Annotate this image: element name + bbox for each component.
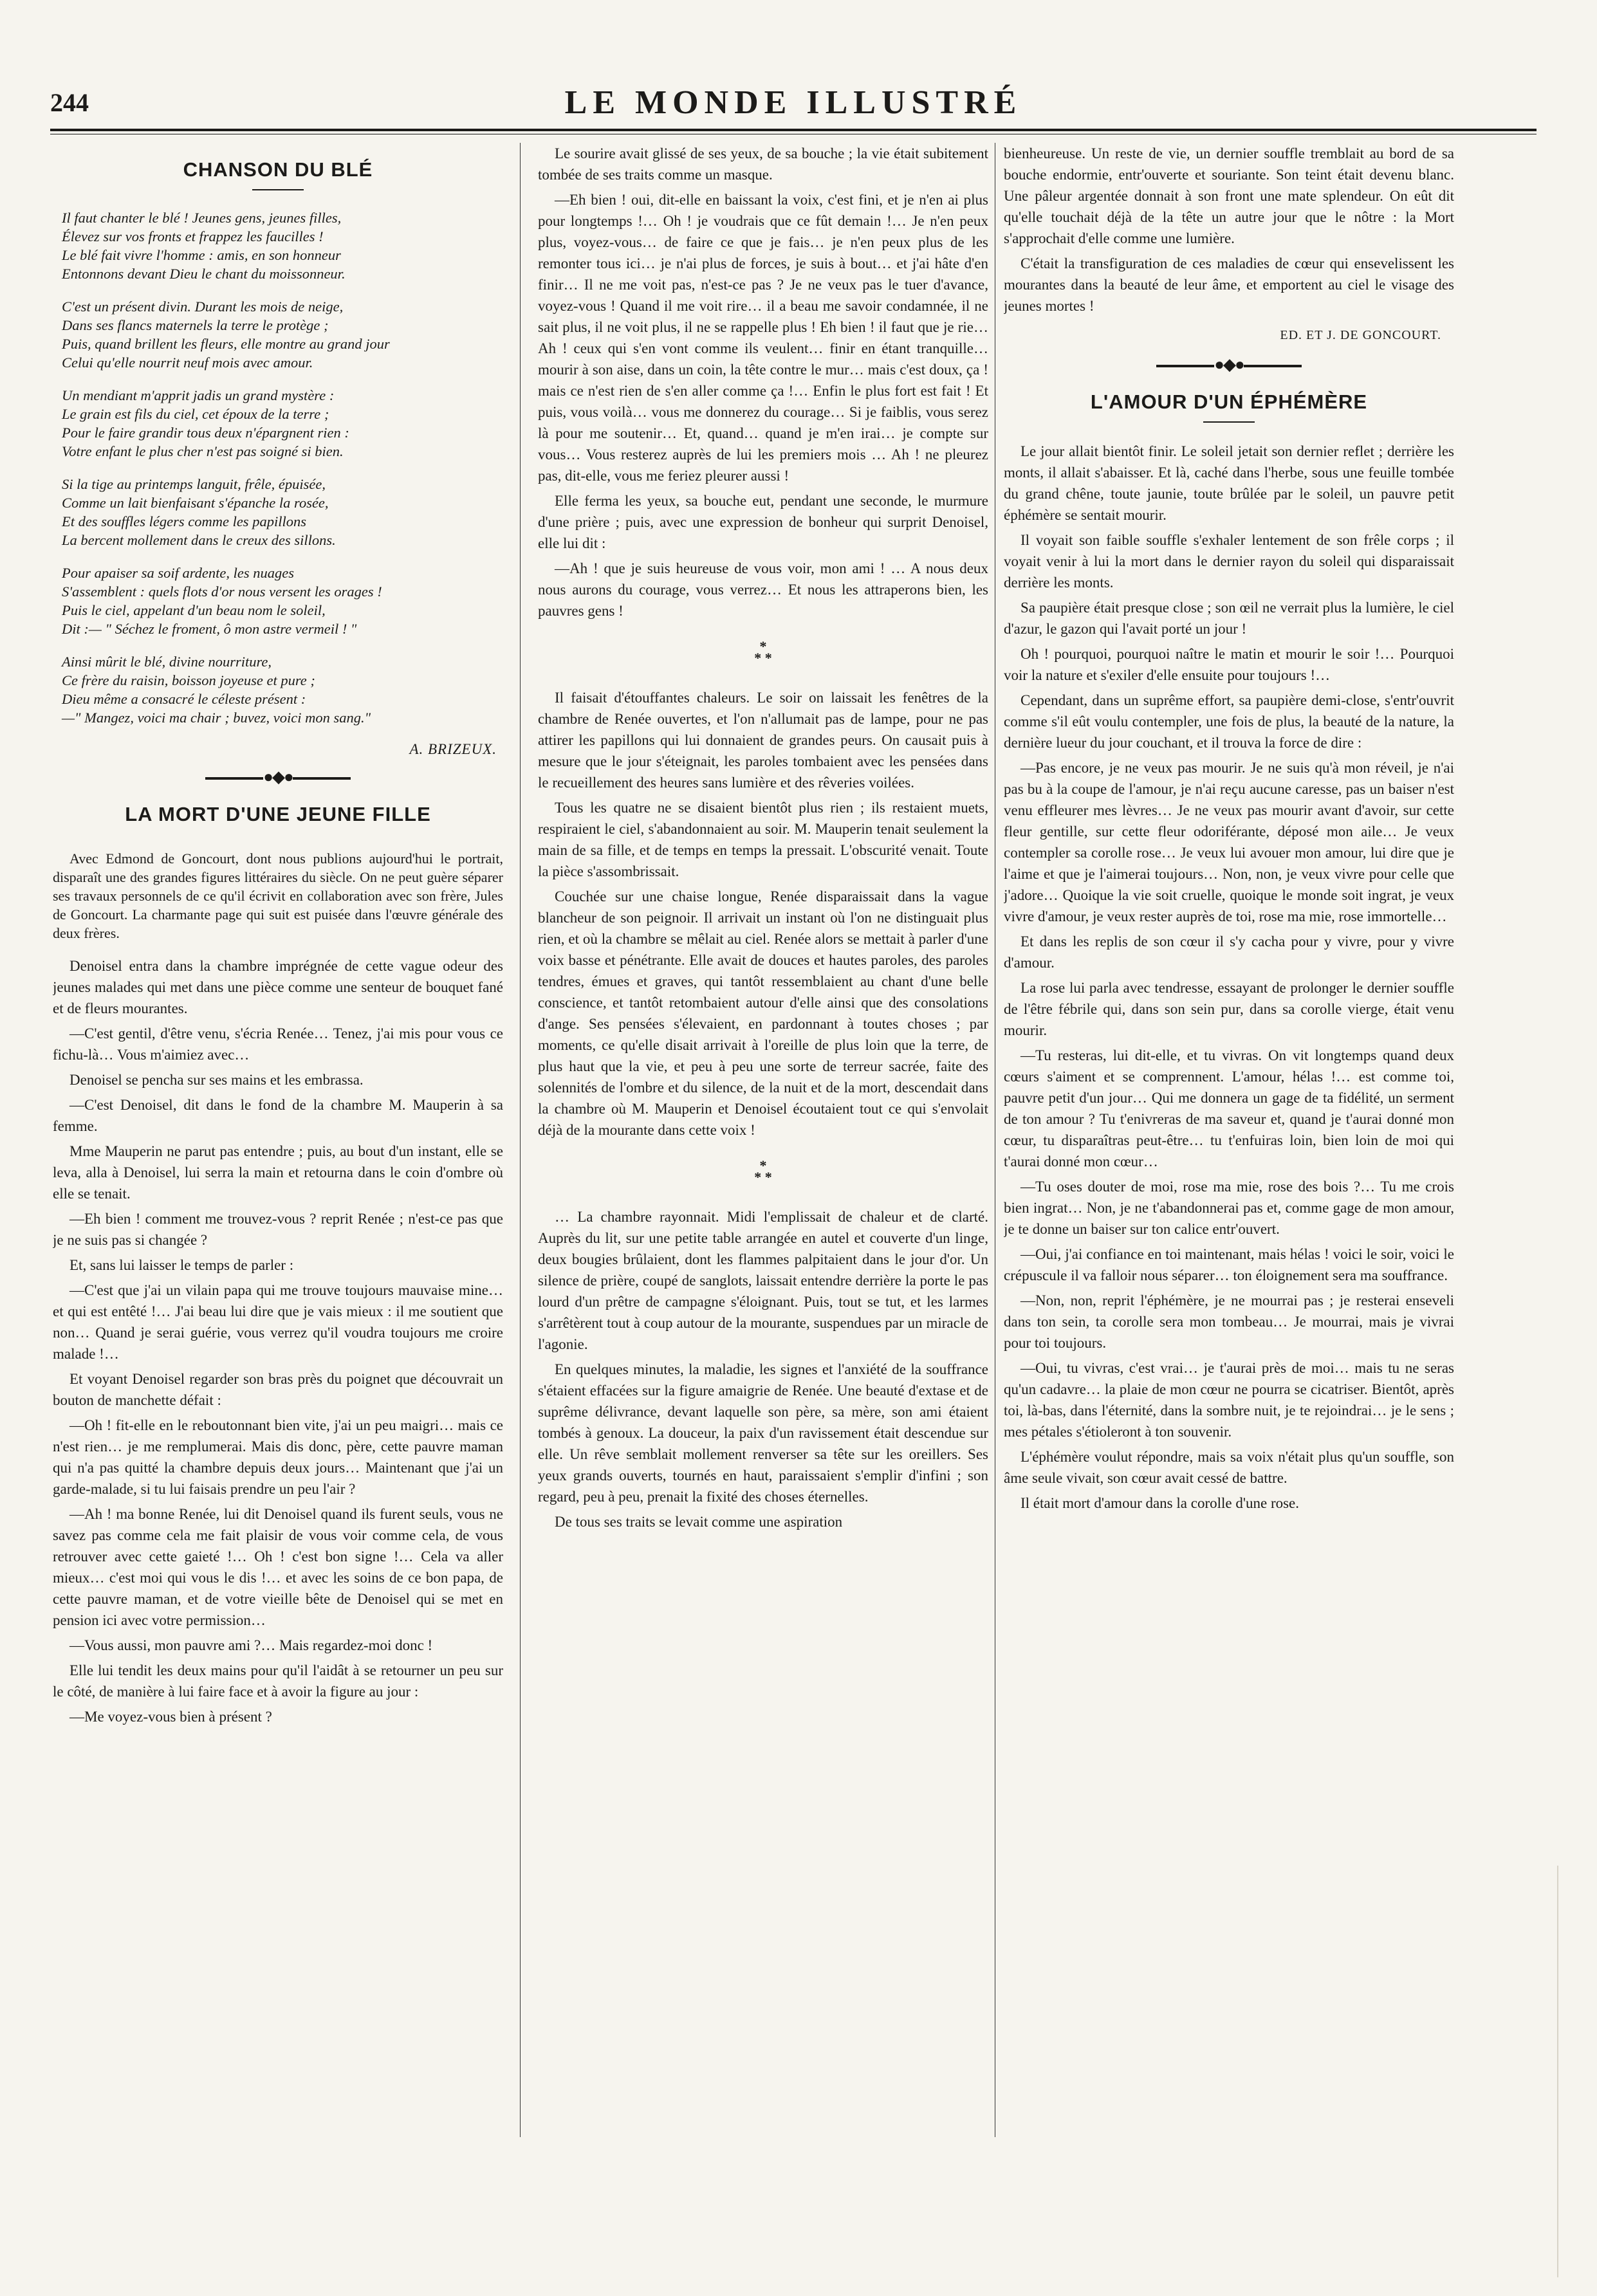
article-paragraph: —Pas encore, je ne veux pas mourir. Je ne suis qu'à mon réveil, je n'ai pas bu à la coupe de l'amour, je n'ai reçu aucune caresse, pas un baiser n'est venu effleurer mes lèvres… Je ne veux pas mourir avant d'avoir, sur cette fleur gentille, sur cette fleur odoriférante, déposé mon aile… Je veux contempler sa corolle rose… Je veux lui avouer mon amour, lui dire que je l'aime et que je l'aimerai toujours… Non, non, je veux vivre pour celle que j'adore… Quoique la vie soit cruelle, quoique le monde soit ingrat, je veux vivre d'amour, je veux rester auprès de toi, rose ma mie, rose immortelle…: [1004, 760, 1454, 924]
article-paragraph: —Non, non, reprit l'éphémère, je ne mourrai pas ; je resterai enseveli dans ton sein, ta corolle sera mon tombeau… Je mourrai, mais je vivrai pour toi toujours.: [1004, 1292, 1454, 1351]
mort-body-part-1: [53, 955, 503, 1727]
title-rule: [1203, 421, 1255, 423]
poem-stanza: [62, 208, 503, 283]
article-paragraph: Il faisait d'étouffantes chaleurs. Le soir on laissait les fenêtres de la chambre de Renée ouvertes, et l'on n'allumait pas de lampe, pour ne pas attirer les papillons qui lui donnaient de grandes peurs. On causait puis à mesure que le jour s'éteignait, les paroles tombaient avec les pensées dans le recueillement des heures sans lumière et des rêveries voilées.: [538, 690, 988, 791]
page-edge-mark: [1557, 1866, 1558, 2277]
article-paragraph: —Ah ! que je suis heureuse de vous voir, mon ami ! … A nous deux nous aurons du courage, vous verrez… Et nous les attraperons bien, les pauvres gens !: [538, 560, 988, 619]
poem-line: —" Mangez, voici ma chair ; buvez, voici mon sang.": [62, 710, 371, 726]
article-paragraph: Et voyant Denoisel regarder son bras près du poignet que découvrait un bouton de manchette défait :: [53, 1371, 503, 1408]
poem-line: Entonnons devant Dieu le chant du moissonneur.: [62, 266, 346, 282]
poem-line: Pour apaiser sa soif ardente, les nuages: [62, 565, 295, 581]
mort-body-part-2: [538, 143, 988, 621]
amour-title: L'AMOUR D'UN ÉPHÉMÈRE: [1090, 390, 1368, 413]
article-paragraph: Denoisel se pencha sur ses mains et les embrassa.: [69, 1072, 364, 1088]
article-paragraph: bienheureuse. Un reste de vie, un dernier souffle tremblait au bord de sa bouche endormie, entr'ouverte et souriante. Son teint était devenu blanc. Une pâleur argentée donnait à son front une mate splendeur. On eût dit qu'elle touchait déjà de la tête un autre jour que le nôtre : la Mort s'approchait d'elle comme une lumière.: [1004, 145, 1454, 246]
poem-line: Ce frère du raisin, boisson joyeuse et pure ;: [62, 672, 315, 688]
mort-body-part-3: [538, 687, 988, 1141]
mort-title: LA MORT D'UNE JEUNE FILLE: [125, 803, 431, 825]
article-paragraph: En quelques minutes, la maladie, les signes et l'anxiété de la souffrance s'étaient effacées sur la figure amaigrie de Renée. Une beauté d'extase et de suprême délivrance, devant laquelle son père, sa mère, son ami étaient tombés à genoux. La douceur, la paix d'un ravissement était descendue sur elle. Un rêve semblait mollement renverser sa tête sur les oreillers. Ses yeux grands ouverts, tournés en haut, paraissaient s'emplir d'infini ; son regard, peu à peu, prenait la fixité des choses éternelles.: [538, 1361, 988, 1505]
poem-stanza: [62, 386, 503, 461]
article-paragraph: —Me voyez-vous bien à présent ?: [69, 1709, 272, 1725]
title-rule: [252, 189, 304, 190]
article-paragraph: —Tu oses douter de moi, rose ma mie, rose des bois ?… Tu me crois bien ingrat… Non, je ne t'abandonnerai pas et, comme gage de mon amour, je te donne un baiser sur ton calice entr'ouvert.: [1004, 1179, 1454, 1237]
mort-intro: [53, 849, 503, 942]
article-paragraph: Denoisel entra dans la chambre imprégnée de cette vague odeur des jeunes malades qui met dans une pièce comme une senteur de bouquet fané et de fleurs mourantes.: [53, 958, 503, 1016]
article-paragraph: Et, sans lui laisser le temps de parler :: [69, 1257, 294, 1273]
poem-line: Puis le ciel, appelant d'un beau nom le soleil,: [62, 602, 326, 618]
poem-line: Il faut chanter le blé ! Jeunes gens, jeunes filles,: [62, 210, 342, 226]
article-paragraph: —C'est gentil, d'être venu, s'écria Renée… Tenez, j'ai mis pour vous ce fichu-là… Vous m'aimiez avec…: [53, 1025, 503, 1063]
article-paragraph: De tous ses traits se levait comme une aspiration: [555, 1514, 843, 1530]
article-paragraph: … La chambre rayonnait. Midi l'emplissait de chaleur et de clarté. Auprès du lit, sur une petite table arrangée en autel et couverte d'un linge, deux bougies brûlaient, dont les flammes palpitaient dans le jour d'or. Un silence de prière, coupé de sanglots, laissait entendre derrière la porte le pas lourd d'un prêtre de campagne s'éloignant. Puis, tout se tut, et les larmes s'arrêtèrent tout à coup autour de la mourante, suspendues par un miracle de l'agonie.: [538, 1209, 988, 1352]
poem-line: Le grain est fils du ciel, cet époux de la terre ;: [62, 406, 329, 422]
column-3: [1004, 143, 1454, 2144]
article-paragraph: —C'est Denoisel, dit dans le fond de la chambre M. Mauperin à sa femme.: [53, 1097, 503, 1134]
poem-line: S'assemblent : quels flots d'or nous versent les orages !: [62, 583, 382, 600]
poem-line: Comme un lait bienfaisant s'épanche la rosée,: [62, 495, 329, 511]
article-paragraph: —Eh bien ! oui, dit-elle en baissant la voix, c'est fini, et je n'en ai plus pour longtemps !… Oh ! je voudrais que ce fût demain !… Je n'en peux plus, voyez-vous… de faire ce que je fais… je n'en peux plus de les remonter tous ici… je n'ai plus de forces, je suis à bout… et j'ai hâte d'en finir… Il ne me voit pas, n'est-ce pas ? Je ne veux pas le tuer d'avance, voyez-vous ! Quand il me voit rire… il a beau me savoir condamnée, il ne sait plus, il ne voit plus, il ne se rappelle plus ! Eh bien ! il faut que je rie… Ah ! ceux qui s'en vont comme ils veulent… finir en étant tranquille… mourir à son aise, dans un coin, la tête contre le mur… mais c'est doux, ça ! mais ce n'est rien de s'en aller comme ça !… Enfin le plus fort est fait ! Et puis, vous voilà… vous me donnerez du courage… Si je faiblis, vous serez là pour me soutenir… Et, quand… quand je m'en irai… je compte sur vous… Vous resterez auprès de lui les premiers mois … Ah ! ne pleurez pas, dit-elle, vous me feriez pleurer aussi !: [538, 192, 988, 484]
mort-body-part-4: [538, 1206, 988, 1532]
amour-body: [1004, 441, 1454, 1514]
poem-stanza: [62, 564, 503, 638]
poem-line: Élevez sur vos fronts et frappez les faucilles !: [62, 228, 324, 244]
ornament-divider: ●◆●: [53, 771, 503, 784]
article-paragraph: La rose lui parla avec tendresse, essayant de prolonger le dernier souffle de l'être fébrile qui, dans son sein pur, dans sa corolle vierge, était venu mourir.: [1004, 980, 1454, 1038]
article-paragraph: —Ah ! ma bonne Renée, lui dit Denoisel quand ils furent seuls, vous ne savez pas comme cela me fait plaisir de vous voir comme cela, de vous retrouver avec cette gaieté !… Oh ! c'est bon signe !… Cela va aller mieux… c'est moi qui vous le dis !… et avec les soins de ce bon papa, de cette pauvre maman, et de votre vieille bête de Denoisel qui se met en pension ici avec votre permission…: [53, 1506, 503, 1628]
intro-paragraph: Avec Edmond de Goncourt, dont nous publions aujourd'hui le portrait, disparaît une des grandes figures littéraires du siècle. On ne peut guère séparer ses travaux personnels de ce qu'il écrivit en collaboration avec son frère, Jules de Goncourt. La charmante page qui suit est puisée dans l'œuvre générale des deux frères.: [53, 850, 503, 941]
article-paragraph: L'éphémère voulut répondre, mais sa voix n'était plus qu'un souffle, son âme seule vivait, son cœur avait cessé de battre.: [1004, 1449, 1454, 1486]
article-paragraph: —Oui, j'ai confiance en toi maintenant, mais hélas ! voici le soir, voici le crépuscule il va falloir nous séparer… ton éloignement sera ma souffrance.: [1004, 1246, 1454, 1283]
article-paragraph: Il voyait son faible souffle s'exhaler lentement de son frêle corps ; il voyait venir à lui la mort dans le dernier rayon du soleil qui disparaissait derrière les monts.: [1004, 532, 1454, 591]
article-paragraph: Cependant, dans un suprême effort, sa paupière demi-close, s'entr'ouvrit comme s'il eût voulu contempler, une fois de plus, la beauté de la nature, la dernière lueur du jour couchant, et il trouva la force de dire :: [1004, 692, 1454, 751]
header-rule: [50, 129, 1537, 131]
article-paragraph: Couchée sur une chaise longue, Renée disparaissait dans la vague blancheur de son peignoir. Il arrivait un instant où l'on ne distinguait plus rien, et où la chambre se mêlait au ciel. Renée alors se mettait à parler d'une voix basse et pénétrante. Elle avait de douces et hautes paroles, des paroles tendres, émues et graves, qui tantôt ressemblaient au chant d'une belle conscience, et tantôt retombaient autour d'elle ainsi que des consolations d'ange. Ses pensées s'élevaient, en pardonnant à toutes choses ; par moments, ce qu'elle disait arrivait à l'oreille de plus loin que la terre, de plus haut que la vie, et peu à peu une sorte de terreur sacrée, faite des solennités de l'ombre et du silence, de la nuit et de la mort, descendait dans la chambre où M. Mauperin et Denoisel écoutaient tout ce qui s'envolait déjà de la mourante dans cette voix !: [538, 888, 988, 1138]
column-2: [538, 143, 988, 2144]
article-paragraph: Et dans les replis de son cœur il s'y cacha pour y vivre, pour y vivre d'amour.: [1004, 933, 1454, 971]
poem-line: Un mendiant m'apprit jadis un grand mystère :: [62, 387, 335, 403]
poem-line: Dans ses flancs maternels la terre le protège ;: [62, 317, 329, 333]
article-paragraph: Le jour allait bientôt finir. Le soleil jetait son dernier reflet ; derrière les monts, il allait s'abaisser. Et là, caché dans l'herbe, sous une feuille tombée du grand chêne, toute jaunie, toute brûlée par le soleil, un pauvre petit éphémère se sentait mourir.: [1004, 443, 1454, 523]
article-paragraph: —Tu resteras, lui dit-elle, et tu vivras. On vit longtemps quand deux cœurs s'aiment et se comprennent. L'amour, hélas !… est comme toi, pauvre petit d'un jour… Qui me donnera un gage de ta fidélité, un serment de ton amour ? Tu t'enivreras de ma saveur et, quand je t'aurai donné mon cœur, tu disparaîtras peut-être… tu t'enfuiras loin, bien loin de moi qui t'aurai donné mon cœur…: [1004, 1047, 1454, 1170]
poem-line: Le blé fait vivre l'homme : amis, en son honneur: [62, 247, 341, 263]
poem-line: Si la tige au printemps languit, frêle, épuisée,: [62, 476, 326, 492]
poem-stanza: [62, 297, 503, 372]
ornament-divider: ●◆●: [1004, 358, 1454, 371]
poem-line: Celui qu'elle nourrit neuf mois avec amour.: [62, 354, 313, 371]
article-paragraph: Il était mort d'amour dans la corolle d'une rose.: [1020, 1495, 1300, 1511]
column-1: [53, 143, 503, 2137]
article-paragraph: Tous les quatre ne se disaient bientôt plus rien ; ils restaient muets, respiraient le ciel, s'abandonnaient au soir. M. Mauperin tenait seulement la main de sa fille, et de temps en temps la pressait. L'obscurité venait. Toute la pièce s'assombrissait.: [538, 800, 988, 879]
poem-line: Votre enfant le plus cher n'est pas soigné si bien.: [62, 443, 344, 459]
poem-line: Dieu même a consacré le céleste présent :: [62, 691, 306, 707]
poem-line: La bercent mollement dans le creux des sillons.: [62, 532, 336, 548]
article-paragraph: Elle lui tendit les deux mains pour qu'il l'aidât à se retourner un peu sur le côté, de manière à lui faire face et à avoir la figure au jour :: [53, 1662, 503, 1700]
article-paragraph: —Oh ! fit-elle en le reboutonnant bien vite, j'ai un peu maigri… mais ce n'est rien… je me remplumerai. Mais dis donc, père, cette pauvre maman qui n'a pas quitté la chambre depuis deux jours… Maintenant que j'ai un garde-malade, si tu lui faisais prendre un peu l'air ?: [53, 1417, 503, 1497]
poem-stanza: [62, 475, 503, 549]
chanson-poem: [62, 208, 503, 727]
goncourt-signature: ED. ET J. DE GONCOURT.: [1280, 328, 1441, 342]
article-paragraph: —Eh bien ! comment me trouvez-vous ? reprit Renée ; n'est-ce pas que je ne suis pas si changée ?: [53, 1211, 503, 1248]
article-paragraph: Elle ferma les yeux, sa bouche eut, pendant une seconde, le murmure d'une prière ; puis, avec une expression de bonheur qui surprit Denoisel, elle lui dit :: [538, 493, 988, 551]
poem-line: Ainsi mûrit le blé, divine nourriture,: [62, 654, 272, 670]
page-header: [50, 84, 1537, 129]
poem-stanza: [62, 652, 503, 727]
section-stars: * * *: [754, 1157, 772, 1185]
poem-line: Et des souffles légers comme les papillons: [62, 513, 306, 529]
article-paragraph: C'était la transfiguration de ces maladies de cœur qui ensevelissent les mourantes dans la beauté de leur âme, et emportent au ciel le visage des jeunes mortes !: [1004, 255, 1454, 314]
chanson-signature: A. BRIZEUX.: [409, 741, 497, 757]
poem-line: C'est un présent divin. Durant les mois de neige,: [62, 298, 344, 315]
article-paragraph: Le sourire avait glissé de ses yeux, de sa bouche ; la vie était subitement tombée de ses traits comme un masque.: [538, 145, 988, 183]
poem-line: Dit :— " Séchez le froment, ô mon astre vermeil ! ": [62, 621, 357, 637]
poem-line: Puis, quand brillent les fleurs, elle montre au grand jour: [62, 336, 390, 352]
column-divider: [520, 143, 521, 2137]
article-paragraph: Oh ! pourquoi, pourquoi naître le matin et mourir le soir !… Pourquoi voir la nature et s'exiler d'elle ensuite pour toujours !…: [1004, 646, 1454, 683]
chanson-title: CHANSON DU BLÉ: [183, 158, 373, 181]
article-paragraph: —Vous aussi, mon pauvre ami ?… Mais regardez-moi donc !: [69, 1637, 433, 1653]
article-paragraph: —C'est que j'ai un vilain papa qui me trouve toujours mauvaise mine… et qui est entêté !… J'ai beau lui dire que je vais mieux : il me soutient que non… Quand je serai guérie, vous verrez qu'il voudra toujours me croire malade !…: [53, 1282, 503, 1362]
page-number: 244: [50, 88, 89, 117]
mort-body-part-5: [1004, 143, 1454, 317]
masthead: LE MONDE ILLUSTRÉ: [564, 84, 1022, 121]
poem-line: Pour le faire grandir tous deux n'épargnent rien :: [62, 425, 349, 441]
article-paragraph: Mme Mauperin ne parut pas entendre ; puis, au bout d'un instant, elle se leva, alla à Denoisel, lui serra la main et retourna dans le coin d'ombre où elle se tenait.: [53, 1143, 503, 1202]
article-paragraph: Sa paupière était presque close ; son œil ne verrait plus la lumière, le ciel d'azur, le gazon qui l'avait porté un jour !: [1004, 600, 1454, 637]
article-paragraph: —Oui, tu vivras, c'est vrai… je t'aurai près de moi… mais tu ne seras qu'un cadavre… la plaie de mon cœur ne pourra se cicatriser. Bientôt, après toi, là-bas, dans l'éternité, dans la sombre nuit, je te rejoindrai… je le sens ; mes pétales s'étioleront à ton souvenir.: [1004, 1360, 1454, 1440]
section-stars: * * *: [754, 638, 772, 666]
